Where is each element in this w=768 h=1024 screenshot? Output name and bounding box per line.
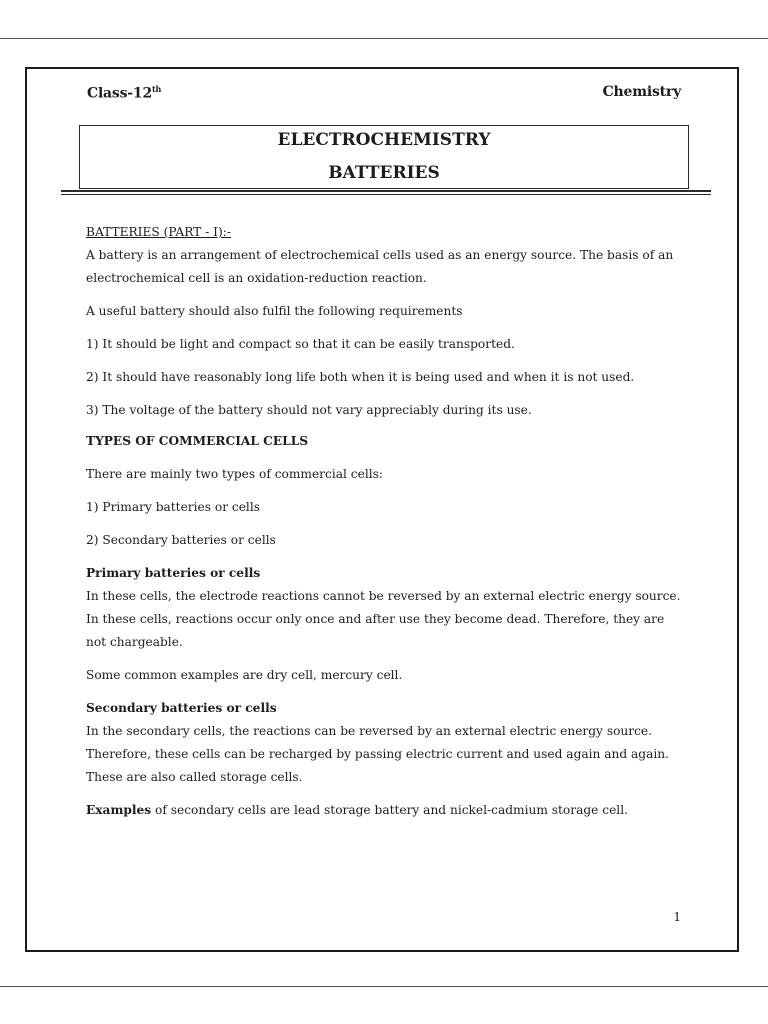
primary-examples: Some common examples are dry cell, mercury cell. xyxy=(86,668,403,682)
intro-paragraph: A battery is an arrangement of electrochemical cells used as an energy source. The basis of an electrochemical cell is an oxidation-reduction reaction. xyxy=(86,248,674,285)
subject-label: Chemistry xyxy=(602,84,681,100)
types-lead: There are mainly two types of commercial cells: xyxy=(86,467,383,481)
types-heading: TYPES OF COMMERCIAL CELLS xyxy=(86,434,309,448)
primary-paragraph: In these cells, the electrode reactions cannot be reversed by an external electric energy source. In these cells, reactions occur only once and after use they become dead. Therefore, they are not chargeable. xyxy=(86,589,681,649)
document-body xyxy=(86,221,686,822)
title-underline xyxy=(61,190,711,192)
requirements-lead: A useful battery should also fulfil the following requirements xyxy=(86,304,463,318)
bottom-rule xyxy=(0,986,768,987)
requirement-item: 2) It should have reasonably long life both when it is being used and when it is not used. xyxy=(86,370,635,384)
examples-text: of secondary cells are lead storage battery and nickel-cadmium storage cell. xyxy=(151,803,628,817)
class-label xyxy=(87,84,161,102)
secondary-heading: Secondary batteries or cells xyxy=(86,701,277,715)
secondary-examples xyxy=(86,799,686,822)
top-rule xyxy=(0,38,768,39)
requirement-item: 3) The voltage of the battery should not vary appreciably during its use. xyxy=(86,403,532,417)
page-subtitle: BATTERIES xyxy=(328,163,440,183)
type-item: 1) Primary batteries or cells xyxy=(86,500,260,514)
requirement-item: 1) It should be light and compact so that it can be easily transported. xyxy=(86,337,515,351)
class-label-sup: th xyxy=(152,84,162,94)
type-item: 2) Secondary batteries or cells xyxy=(86,533,276,547)
examples-label: Examples xyxy=(86,803,152,817)
page-title: ELECTROCHEMISTRY xyxy=(277,130,491,150)
class-label-text: Class-12 xyxy=(87,85,152,102)
title-box xyxy=(79,125,689,189)
page-number: 1 xyxy=(673,910,681,924)
primary-heading: Primary batteries or cells xyxy=(86,566,261,580)
document-page xyxy=(25,67,739,952)
secondary-paragraph: In the secondary cells, the reactions can be reversed by an external electric energy source. Therefore, these cells can be recharged by passing electric current and used again and again. These are also called storage cells. xyxy=(86,724,670,784)
title-underline-thin xyxy=(61,194,711,195)
section-heading: BATTERIES (PART - I):- xyxy=(86,225,231,239)
